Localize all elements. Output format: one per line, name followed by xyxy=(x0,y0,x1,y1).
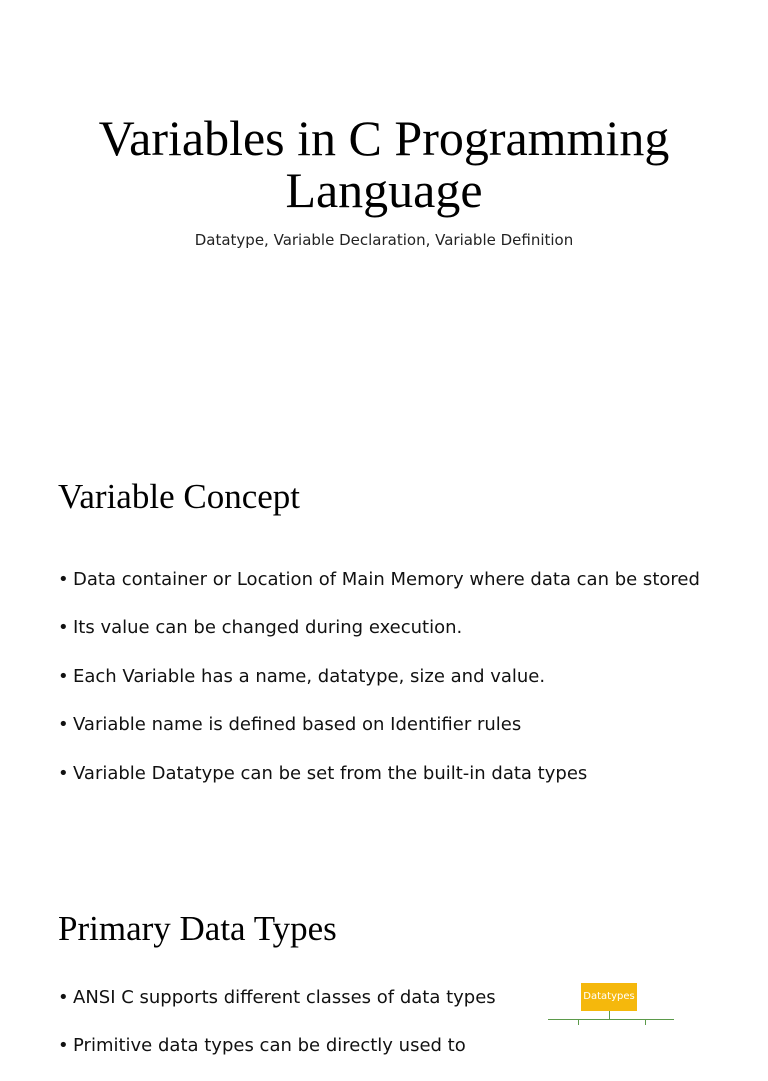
bullet-text: Variable name is defined based on Identifier rules xyxy=(73,714,522,736)
tree-connector-horizontal xyxy=(548,1019,674,1020)
bullet-dot-icon: • xyxy=(58,762,69,784)
bullet-item xyxy=(58,760,700,808)
bullet-item xyxy=(58,1032,496,1080)
slide-title xyxy=(0,112,768,216)
bullet-dot-icon: • xyxy=(58,714,69,736)
bullet-item xyxy=(58,614,700,662)
bullet-text: Data container or Location of Main Memory where data can be stored xyxy=(73,569,700,590)
slide-title-line-2: Language xyxy=(285,162,483,218)
bullet-item xyxy=(58,711,700,759)
bullet-text: Its value can be changed during execution. xyxy=(73,617,463,639)
bullet-dot-icon: • xyxy=(58,569,69,590)
tree-connector-vertical xyxy=(609,1011,610,1019)
slide-title-line-1: Variables in C Programming xyxy=(98,110,670,166)
bullet-item xyxy=(58,663,700,711)
bullet-item xyxy=(58,984,496,1032)
bullet-item xyxy=(58,566,700,614)
bullet-text: Each Variable has a name, datatype, size and value. xyxy=(73,665,546,687)
slide-heading: Variable Concept xyxy=(58,477,300,516)
bullet-list xyxy=(58,984,496,1081)
datatypes-root-node: Datatypes xyxy=(581,983,637,1011)
bullet-text: ANSI C supports different classes of data types xyxy=(73,987,496,1008)
bullet-list xyxy=(58,566,700,808)
title-slide xyxy=(0,0,768,430)
tree-connector-branch xyxy=(578,1019,579,1025)
bullet-dot-icon: • xyxy=(58,987,69,1008)
slide-subtitle: Datatype, Variable Declaration, Variable Definition xyxy=(194,231,574,249)
slide-heading: Primary Data Types xyxy=(58,909,337,948)
bullet-text: Primitive data types can be directly used to xyxy=(73,1035,466,1057)
bullet-dot-icon: • xyxy=(58,1035,69,1057)
tree-connector-branch xyxy=(645,1019,646,1025)
primary-data-types-slide xyxy=(0,860,768,1057)
bullet-dot-icon: • xyxy=(58,665,69,687)
bullet-text: Variable Datatype can be set from the built-in data types xyxy=(73,762,588,784)
bullet-dot-icon: • xyxy=(58,617,69,639)
variable-concept-slide xyxy=(0,430,768,860)
